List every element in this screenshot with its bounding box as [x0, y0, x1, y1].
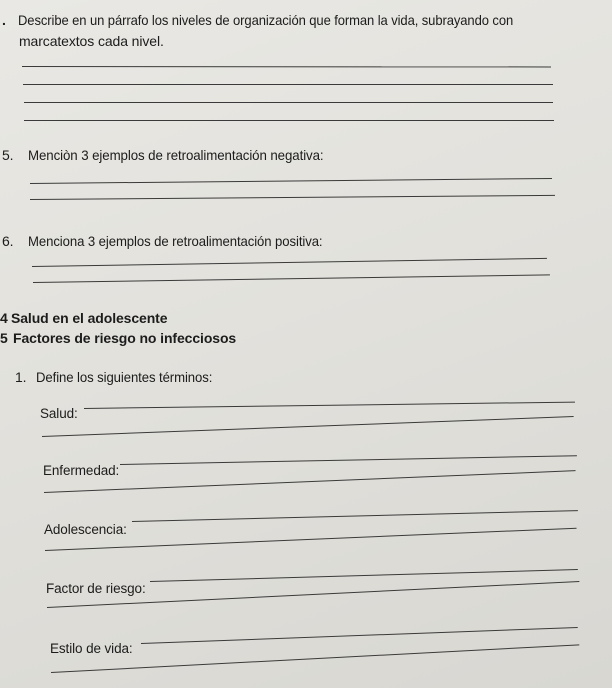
answer-line: [84, 402, 575, 409]
section-heading-risk-factors: Factores de riesgo no infecciosos: [13, 330, 237, 346]
question-5-number: 5.: [2, 147, 14, 163]
answer-line: [120, 455, 577, 465]
question-4-text-line1: Describe en un párrafo los niveles de organización que forman la vida, subrayando con: [18, 12, 514, 28]
section-heading-health: Salud en el adolescente: [11, 310, 168, 326]
term-label-adolescencia: Adolescencia:: [44, 522, 127, 537]
term-label-factor-de-riesgo: Factor de riesgo:: [46, 581, 146, 596]
question-5-text: Menciòn 3 ejemplos de retroalimentación negativa:: [28, 147, 324, 163]
term-label-enfermedad: Enfermedad:: [43, 463, 120, 478]
answer-line: [30, 195, 555, 200]
answer-line: [32, 258, 547, 267]
section-heading-number: 4: [0, 310, 8, 326]
answer-line: [23, 84, 553, 85]
question-4-text-line2: marcatextos cada nivel.: [19, 33, 164, 49]
answer-line: [33, 274, 550, 283]
answer-line: [150, 569, 578, 582]
answer-line: [22, 66, 551, 67]
term-label-salud: Salud:: [40, 406, 78, 421]
question-6-text: Menciona 3 ejemplos de retroalimentación positiva:: [28, 233, 323, 249]
answer-line: [132, 510, 578, 522]
term-label-estilo-de-vida: Estilo de vida:: [50, 641, 133, 656]
answer-line: [42, 416, 574, 437]
answer-line: [141, 627, 578, 644]
section-heading-number: 5: [0, 330, 8, 346]
answer-line: [24, 102, 553, 103]
define-number: 1.: [15, 369, 27, 385]
answer-line: [24, 120, 554, 121]
answer-line: [44, 470, 576, 493]
answer-line: [30, 178, 552, 184]
question-4-number: .: [2, 12, 6, 28]
question-6-number: 6.: [2, 233, 14, 249]
define-instruction: Define los siguientes términos:: [36, 369, 213, 385]
